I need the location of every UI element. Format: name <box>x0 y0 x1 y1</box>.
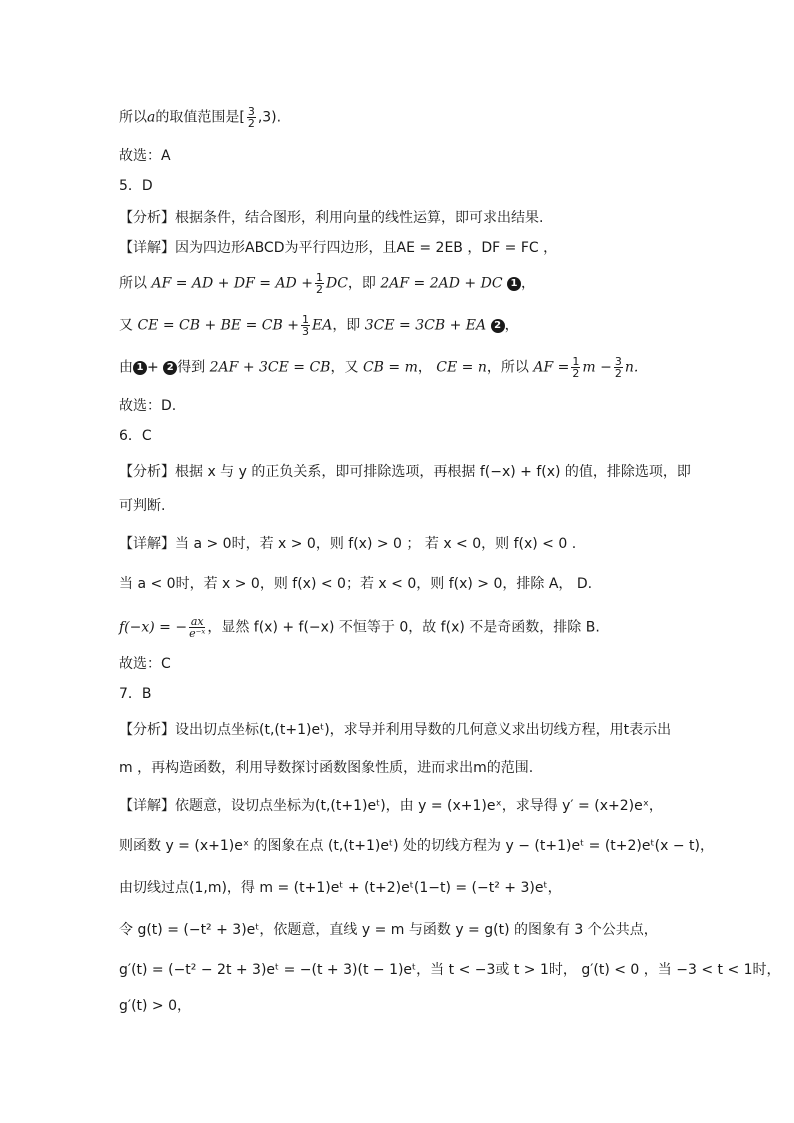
detail-5-af: 所以 AF = AD + DF = AD + $\frac{1}{2}$ DC，即 2AF = 2AD + DC 1 ， <box>119 271 535 296</box>
question-5-heading: 5．D <box>119 178 153 194</box>
detail-6-c: f(−x) = − $\frac{ax}{\text{e⁻ˣ}}$ ，显然 f(x) + f(−x) 不恒等于 0，故 f(x) 不是奇函数，排除 B. <box>119 615 600 640</box>
detail-7-c: 由切线过点(1,m)，得 m = (t+1)eᵗ + (t+2)eᵗ(1−t) = (−t² + 3)eᵗ， <box>119 880 562 896</box>
line-range: 所以a的取值范围是[ $\frac{3}{2}$ ,3). <box>119 105 282 130</box>
circle-1-icon: 1 <box>507 277 521 291</box>
detail-6-b: 当 a < 0时，若 x > 0，则 f(x) < 0；若 x < 0，则 f(x) > 0，排除 A， D. <box>119 576 593 592</box>
detail-5-intro: 【详解】因为四边形ABCD为平行四边形，且AE = 2EB ，DF = FC ， <box>119 240 558 256</box>
detail-5-result: 由 1 + 2 得到 2AF + 3CE = CB，又 CB = m， CE = n，所以 AF = $\frac{1}{2}$ m − $\frac{3}{2}$ n. <box>119 355 639 380</box>
detail-5-ce: 又 CE = CB + BE = CB + $\frac{1}{3}$ EA，即 3CE = 3CB + EA 2 ， <box>119 313 519 338</box>
answer-a: 故选：A <box>119 148 171 164</box>
detail-7-e: g′(t) = (−t² − 2t + 3)eᵗ = −(t + 3)(t − 1)eᵗ，当 t < −3或 t > 1时， g′(t) < 0 ，当 −3 < t < 1时， <box>119 962 781 978</box>
analysis-6-cont: 可判断. <box>119 498 166 514</box>
detail-7-d: 令 g(t) = (−t² + 3)eᵗ，依题意，直线 y = m 与函数 y = g(t) 的图象有 3 个公共点， <box>119 922 658 938</box>
analysis-5: 【分析】根据条件，结合图形，利用向量的线性运算，即可求出结果. <box>119 210 544 226</box>
question-7-heading: 7．B <box>119 686 152 702</box>
analysis-7: 【分析】设出切点坐标(t,(t+1)eᵗ)，求导并利用导数的几何意义求出切线方程，用t表示出 <box>119 722 672 738</box>
circle-2-icon: 2 <box>491 319 505 333</box>
circle-2-icon: 2 <box>163 361 177 375</box>
detail-7-b: 则函数 y = (x+1)eˣ 的图象在点 (t,(t+1)eᵗ) 处的切线方程为 y − (t+1)eᵗ = (t+2)eᵗ(x − t)， <box>119 838 714 854</box>
analysis-7-cont: m ，再构造函数，利用导数探讨函数图象性质，进而求出m的范围. <box>119 760 534 776</box>
detail-6-a: 【详解】当 a > 0时，若 x > 0，则 f(x) > 0 ； 若 x < 0，则 f(x) < 0 . <box>119 536 577 552</box>
detail-7-f: g′(t) > 0， <box>119 998 192 1014</box>
detail-7-a: 【详解】依题意，设切点坐标为(t,(t+1)eᵗ)，由 y = (x+1)eˣ，求导得 y′ = (x+2)eˣ， <box>119 798 663 814</box>
answer-d: 故选：D. <box>119 398 177 414</box>
answer-c: 故选：C <box>119 656 171 672</box>
question-6-heading: 6．C <box>119 428 152 444</box>
circle-1-icon: 1 <box>133 361 147 375</box>
analysis-6: 【分析】根据 x 与 y 的正负关系，即可排除选项，再根据 f(−x) + f(x) 的值，排除选项，即 <box>119 464 691 480</box>
